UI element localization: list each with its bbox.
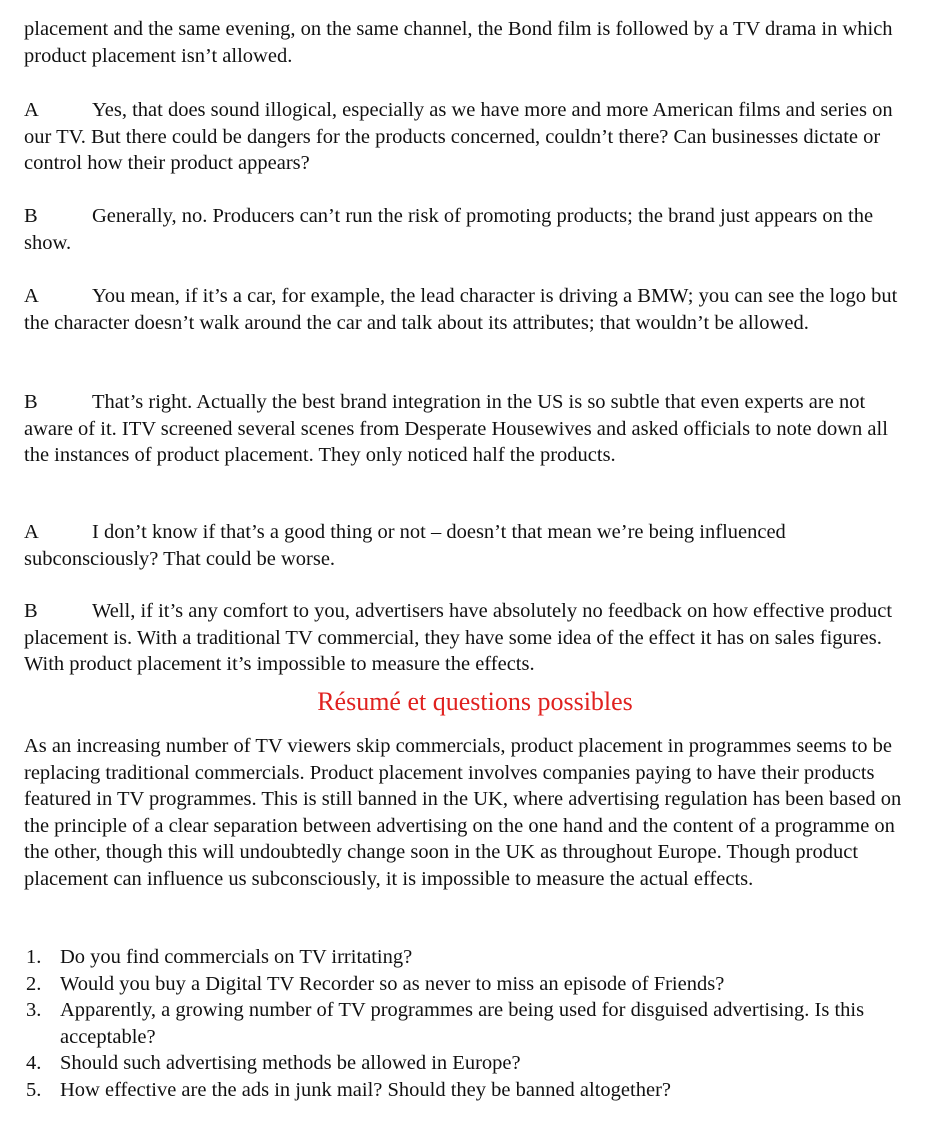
list-item [24,944,914,971]
dialogue-turn [24,203,914,256]
dialogue-text: You mean, if it’s a car, for example, the lead character is driving a BMW; you can see the logo but the character doesn’t walk around the car and talk about its attributes; that wouldn’t be allowed. [24,285,898,334]
dialogue-turn [24,283,914,336]
dialogue-turn [24,97,914,177]
question-number: 3. [26,999,42,1021]
summary-heading: Résumé et questions possibles [317,687,633,716]
question-number: 5. [26,1078,42,1101]
question-text: Would you buy a Digital TV Recorder so as never to miss an episode of Friends? [60,972,725,995]
summary-paragraph: As an increasing number of TV viewers skip commercials, product placement in programmes seems to be replacing traditional commercials. Product placement involves companies paying to have their products featured in TV programmes. This is still banned in the UK, where advertising regulation has been based on the principle of a clear separation between advertising on the one hand and the content of a programme on the other, though this will undoubtedly change soon in the UK as throughout Europe. Though product placement can influence us subconsciously, it is impossible to measure the actual effects. [24,735,902,890]
dialogue-continuation: placement and the same evening, on the same channel, the Bond film is followed by a TV drama in which product placement isn’t allowed. [24,18,893,67]
list-item [24,971,914,998]
speaker-label: B [24,205,38,227]
question-text: How effective are the ads in junk mail? Should they be banned altogether? [60,1078,671,1101]
question-text: Should such advertising methods be allowed in Europe? [60,1052,521,1074]
question-text: Apparently, a growing number of TV programmes are being used for disguised advertising. Is this acceptable? [60,999,865,1048]
dialogue-turn [24,598,914,678]
question-number: 1. [26,946,42,968]
speaker-label: B [24,600,38,622]
speaker-label: A [24,285,39,307]
question-number: 4. [26,1052,42,1074]
dialogue-turn [24,389,914,469]
list-item [24,997,914,1050]
speaker-label: B [24,391,38,413]
dialogue-text: Generally, no. Producers can’t run the risk of promoting products; the brand just appears on the show. [24,205,874,254]
dialogue-text: I don’t know if that’s a good thing or not – doesn’t that mean we’re being influenced subconsciously? That could be worse. [24,521,786,570]
questions-list [24,944,914,1103]
list-item [24,1050,914,1077]
dialogue-text: That’s right. Actually the best brand integration in the US is so subtle that even experts are not aware of it. ITV screened several scenes from Desperate Housewives and asked officials to note down all the instances of product placement. They only noticed half the products. [24,391,888,466]
speaker-label: A [24,521,39,543]
speaker-label: A [24,99,39,121]
dialogue-text: Yes, that does sound illogical, especially as we have more and more American films and series on our TV. But there could be dangers for the products concerned, couldn’t there? Can businesses dictate or control how their product appears? [24,99,893,174]
question-number: 2. [26,972,42,995]
dialogue-turn [24,519,914,572]
question-text: Do you find commercials on TV irritating? [60,946,413,968]
dialogue-text: Well, if it’s any comfort to you, advertisers have absolutely no feedback on how effective product placement is. With a traditional TV commercial, they have some idea of the effect it has on sales figures. With product placement it’s impossible to measure the effects. [24,600,893,675]
list-item [24,1077,914,1104]
